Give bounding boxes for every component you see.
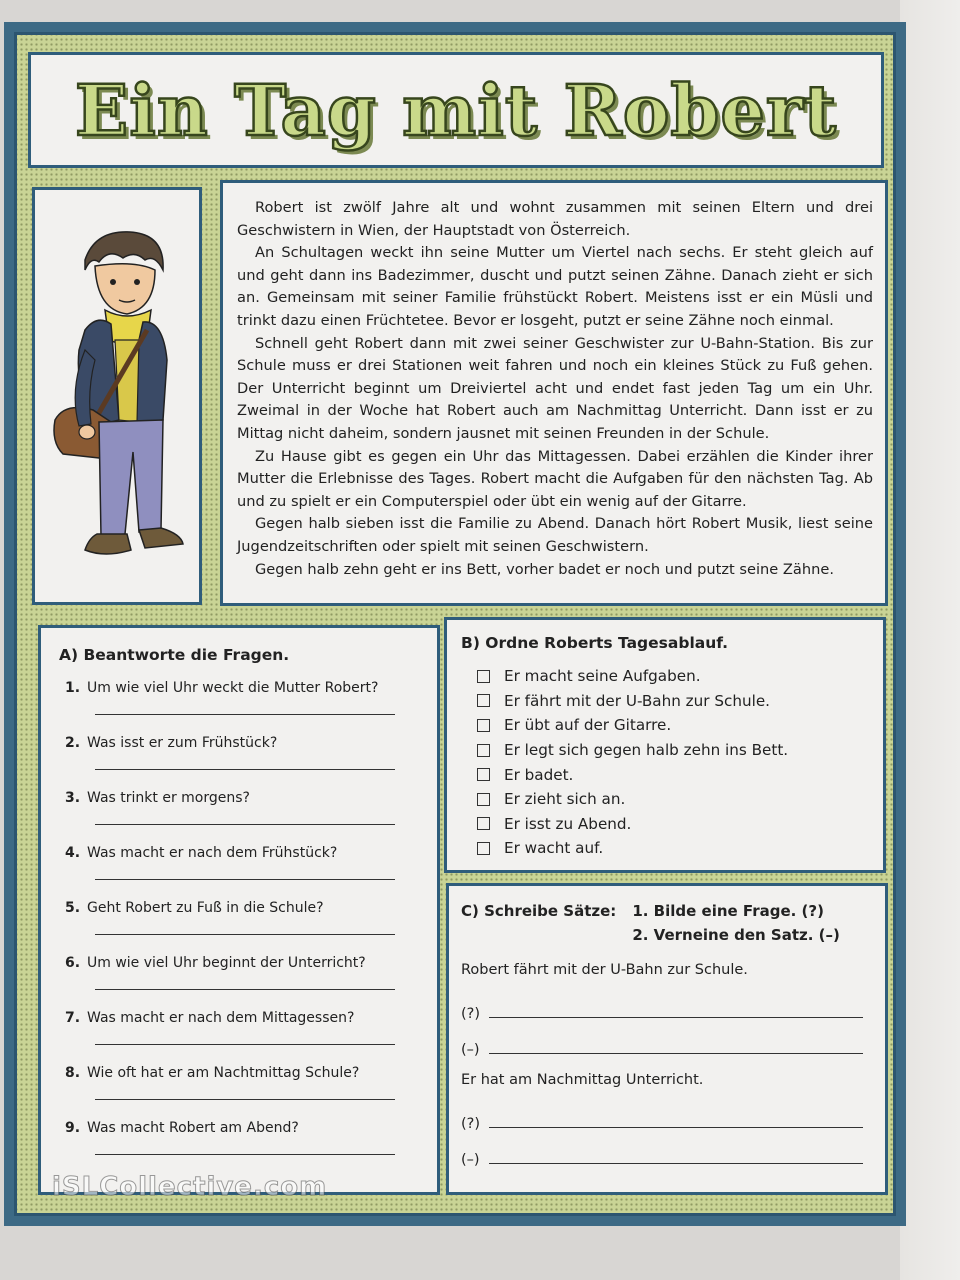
- question-number: 2.: [65, 735, 81, 751]
- checkbox[interactable]: [477, 670, 490, 683]
- question-number: 8.: [65, 1065, 81, 1081]
- story-paragraph: Gegen halb zehn geht er ins Bett, vorher badet er noch und putzt seine Zähne.: [255, 560, 834, 578]
- order-item-text: Er fährt mit der U-Bahn zur Schule.: [504, 691, 770, 710]
- question-number: 1.: [65, 680, 81, 696]
- answer-line[interactable]: [489, 1017, 863, 1018]
- story-paragraph: Schnell geht Robert dann mit zwei seiner Geschwister zur U-Bahn-Station. Bis zur Schule muss er drei Stationen weit fahren und noch ein kleines Stück zu Fuß gehen. Der Unterricht beginnt um Dreiviertel acht und endet fast jeden Tag um ein Uhr. Zweimal in der Woche hat Robert auch am Nachmittag Unterricht. Dann isst er zu Mittag nicht daheim, sondern jausnet mit seinen Freunden in der Schule.: [237, 334, 873, 442]
- checkbox[interactable]: [477, 719, 490, 732]
- answer-row: [461, 1096, 873, 1132]
- section-a-panel: [38, 625, 440, 1195]
- sentence-2: Er hat am Nachmittag Unterricht.: [461, 1072, 704, 1088]
- answer-row: [461, 1022, 873, 1058]
- question-text: Um wie viel Uhr beginnt der Unterricht?: [87, 955, 366, 971]
- order-item-text: Er isst zu Abend.: [504, 814, 632, 833]
- order-item-text: Er badet.: [504, 765, 574, 784]
- answer-row: [461, 1132, 873, 1168]
- answer-row: [461, 986, 873, 1022]
- answer-line[interactable]: [95, 989, 395, 990]
- worksheet: [4, 22, 906, 1226]
- question-symbol: (?): [461, 1006, 481, 1022]
- task-negation: 2. Verneine den Satz. (–): [632, 926, 840, 944]
- order-list: [461, 664, 871, 861]
- order-item-text: Er übt auf der Gitarre.: [504, 716, 672, 735]
- order-item-text: Er wacht auf.: [504, 839, 604, 858]
- question-item: [59, 1120, 425, 1175]
- question-text: Was macht er nach dem Mittagessen?: [87, 1010, 355, 1026]
- question-number: 7.: [65, 1010, 81, 1026]
- checkbox[interactable]: [477, 744, 490, 757]
- answer-line[interactable]: [489, 1053, 863, 1054]
- question-number: 4.: [65, 845, 81, 861]
- section-c-header: [461, 902, 873, 950]
- question-item: [59, 680, 425, 735]
- question-text: Was macht Robert am Abend?: [87, 1120, 299, 1136]
- order-item: [477, 836, 871, 861]
- story-paragraph: Gegen halb sieben isst die Familie zu Abend. Danach hört Robert Musik, liest seine Jugendzeitschriften oder spielt mit seinen Geschwistern.: [237, 515, 873, 555]
- answer-line[interactable]: [95, 1044, 395, 1045]
- section-a-heading: A) Beantworte die Fragen.: [59, 646, 290, 664]
- order-item: [477, 689, 871, 714]
- question-text: Wie oft hat er am Nachtmittag Schule?: [87, 1065, 360, 1081]
- question-item: [59, 1010, 425, 1065]
- order-item: [477, 664, 871, 689]
- question-text: Was macht er nach dem Frühstück?: [87, 845, 338, 861]
- answer-line[interactable]: [95, 1099, 395, 1100]
- section-c-heading: C) Schreibe Sätze:: [461, 902, 617, 920]
- section-b-panel: [444, 617, 886, 873]
- question-item: [59, 1065, 425, 1120]
- answer-line[interactable]: [95, 714, 395, 715]
- order-item: [477, 738, 871, 763]
- paper-background: [900, 0, 960, 1280]
- question-number: 3.: [65, 790, 81, 806]
- order-item: [477, 787, 871, 812]
- section-b-heading: B) Ordne Roberts Tagesablauf.: [461, 634, 729, 652]
- question-text: Was isst er zum Frühstück?: [87, 735, 278, 751]
- section-c-panel: [446, 883, 888, 1195]
- checkbox[interactable]: [477, 842, 490, 855]
- order-item-text: Er legt sich gegen halb zehn ins Bett.: [504, 741, 789, 760]
- question-text: Geht Robert zu Fuß in die Schule?: [87, 900, 324, 916]
- question-item: [59, 900, 425, 955]
- order-item-text: Er zieht sich an.: [504, 790, 626, 809]
- question-item: [59, 735, 425, 790]
- story-paragraph: Zu Hause gibt es gegen ein Uhr das Mittagessen. Dabei erzählen die Kinder ihrer Mutter die Erlebnisse des Tages. Robert macht die Aufgaben für den nächsten Tag. Ab und zu spielt er ein Computerspiel oder übt ein wenig auf der Gitarre.: [237, 447, 873, 510]
- question-text: Um wie viel Uhr weckt die Mutter Robert?: [87, 680, 379, 696]
- checkbox[interactable]: [477, 817, 490, 830]
- question-symbol: (?): [461, 1116, 481, 1132]
- sentence-1: Robert fährt mit der U-Bahn zur Schule.: [461, 962, 748, 978]
- question-item: [59, 790, 425, 845]
- order-item-text: Er macht seine Aufgaben.: [504, 667, 701, 686]
- question-item: [59, 845, 425, 900]
- robert-illustration: [35, 190, 199, 602]
- watermark: iSLCollective.com: [52, 1172, 328, 1202]
- task-question: 1. Bilde eine Frage. (?): [632, 902, 824, 920]
- answer-line[interactable]: [489, 1127, 863, 1128]
- answer-line[interactable]: [95, 879, 395, 880]
- question-number: 5.: [65, 900, 81, 916]
- question-list: [59, 680, 425, 1175]
- answer-line[interactable]: [95, 824, 395, 825]
- title-panel: [28, 52, 884, 168]
- question-number: 9.: [65, 1120, 81, 1136]
- robert-illustration-panel: [32, 187, 202, 605]
- answer-line[interactable]: [95, 769, 395, 770]
- order-item: [477, 713, 871, 738]
- story-paragraph: An Schultagen weckt ihn seine Mutter um Viertel nach sechs. Er steht gleich auf und geht dann ins Badezimmer, duscht und putzt seinen Zähne. Danach zieht er sich an. Gemeinsam mit seiner Familie frühstückt Robert. Meistens isst er ein Müsli und trinkt dazu einen Früchtetee. Bevor er losgeht, putzt er seine Zähne noch einmal.: [237, 244, 873, 329]
- story-paragraph: Robert ist zwölf Jahre alt und wohnt zusammen mit seinen Eltern und drei Geschwistern in Wien, der Hauptstadt von Österreich.: [237, 199, 873, 239]
- worksheet-title: Ein Tag mit Robert: [74, 68, 838, 152]
- order-item: [477, 812, 871, 837]
- story-text: [237, 197, 873, 581]
- checkbox[interactable]: [477, 793, 490, 806]
- checkbox[interactable]: [477, 694, 490, 707]
- section-c-tasks: [632, 902, 840, 950]
- negation-symbol: (–): [461, 1042, 480, 1058]
- story-panel: [220, 180, 888, 606]
- question-text: Was trinkt er morgens?: [87, 790, 250, 806]
- answer-line[interactable]: [95, 934, 395, 935]
- question-item: [59, 955, 425, 1010]
- question-number: 6.: [65, 955, 81, 971]
- answer-line[interactable]: [489, 1163, 863, 1164]
- negation-symbol: (–): [461, 1152, 480, 1168]
- checkbox[interactable]: [477, 768, 490, 781]
- order-item: [477, 762, 871, 787]
- answer-line[interactable]: [95, 1154, 395, 1155]
